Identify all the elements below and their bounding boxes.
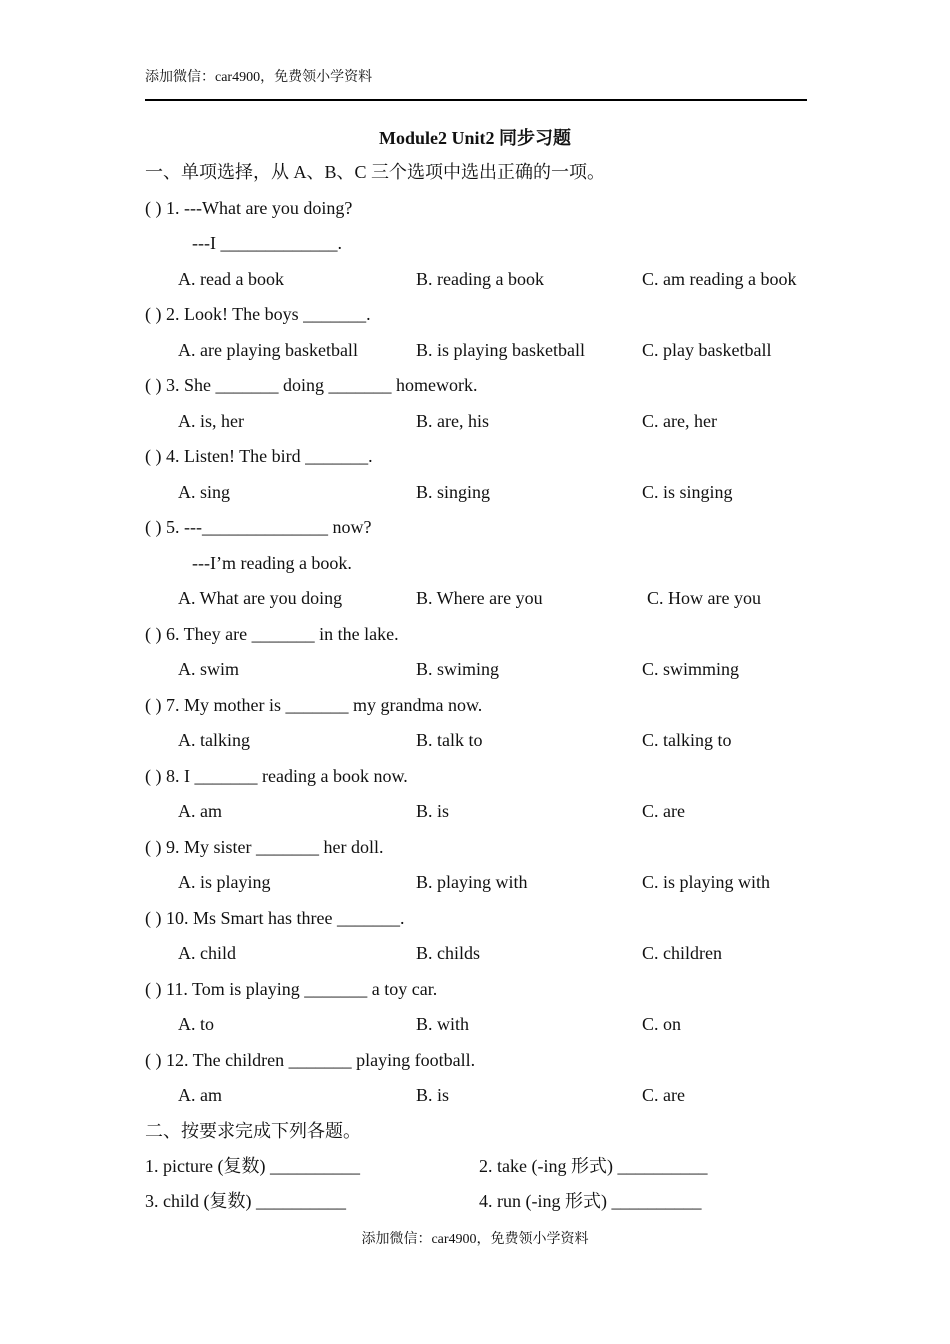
question-5-option-b: B. Where are you [416,588,543,608]
section-2-item-1: 1. picture (复数) __________ [145,1156,360,1176]
question-6-option-b: B. swiming [416,659,500,679]
page-title: Module2 Unit2 同步习题 [378,128,571,148]
question-4-stem: ( ) 4. Listen! The bird _______. [145,446,373,466]
question-3-option-c: C. are, her [642,411,717,431]
question-8-option-c: C. are [642,801,685,821]
question-5-option-c: C. How are you [647,588,761,608]
question-11-stem: ( ) 11. Tom is playing _______ a toy car. [145,979,438,999]
question-8-option-a: A. am [178,801,222,821]
question-5-stem: ( ) 5. ---______________ now? [145,517,372,537]
question-10-stem: ( ) 10. Ms Smart has three _______. [145,908,405,928]
question-7-option-c: C. talking to [642,730,732,750]
question-1-stem: ( ) 1. ---What are you doing? [145,198,353,218]
question-9-option-c: C. is playing with [642,872,771,892]
question-6-option-a: A. swim [178,659,240,679]
question-6-option-c: C. swimming [642,659,740,679]
footer-watermark-note: 添加微信：car4900，免费领小学资料 [361,1232,589,1247]
question-12-option-b: B. is [416,1085,450,1105]
question-7-option-a: A. talking [178,730,250,750]
question-9-option-a: A. is playing [178,872,271,892]
question-1-option-c: C. am reading a book [642,269,797,289]
question-9-stem: ( ) 9. My sister _______ her doll. [145,837,384,857]
header-divider [145,99,807,101]
question-4-option-c: C. is singing [642,482,733,502]
question-8-stem: ( ) 8. I _______ reading a book now. [145,766,408,786]
question-7-option-b: B. talk to [416,730,483,750]
question-2-stem: ( ) 2. Look! The boys _______. [145,304,371,324]
question-2-option-b: B. is playing basketball [416,340,585,360]
question-10-option-a: A. child [178,943,236,963]
question-7-stem: ( ) 7. My mother is _______ my grandma now. [145,695,483,715]
question-11-option-c: C. on [642,1014,682,1034]
section-1-heading: 一、单项选择，从 A、B、C 三个选项中选出正确的一项。 [145,162,606,182]
question-12-option-a: A. am [178,1085,222,1105]
section-2-item-4: 4. run (-ing 形式) __________ [479,1191,702,1211]
header-watermark-note: 添加微信：car4900，免费领小学资料 [145,70,373,85]
question-10-option-b: B. childs [416,943,481,963]
question-1-option-a: A. read a book [178,269,284,289]
question-3-option-a: A. is, her [178,411,244,431]
question-1-option-b: B. reading a book [416,269,544,289]
question-12-stem: ( ) 12. The children _______ playing football. [145,1050,476,1070]
question-12-option-c: C. are [642,1085,685,1105]
section-2-heading: 二、按要求完成下列各题。 [145,1121,361,1141]
question-10-option-c: C. children [642,943,722,963]
question-11-option-a: A. to [178,1014,214,1034]
section-2-item-3: 3. child (复数) __________ [145,1191,346,1211]
question-2-option-c: C. play basketball [642,340,772,360]
question-1-response: ---I _____________. [192,233,342,253]
question-3-stem: ( ) 3. She _______ doing _______ homework. [145,375,478,395]
question-6-stem: ( ) 6. They are _______ in the lake. [145,624,399,644]
question-9-option-b: B. playing with [416,872,528,892]
question-4-option-a: A. sing [178,482,231,502]
question-4-option-b: B. singing [416,482,491,502]
question-5-response: ---I’m reading a book. [192,553,352,573]
section-2-item-2: 2. take (-ing 形式) __________ [479,1156,708,1176]
question-5-option-a: A. What are you doing [178,588,343,608]
question-11-option-b: B. with [416,1014,470,1034]
question-8-option-b: B. is [416,801,450,821]
question-3-option-b: B. are, his [416,411,489,431]
question-2-option-a: A. are playing basketball [178,340,358,360]
